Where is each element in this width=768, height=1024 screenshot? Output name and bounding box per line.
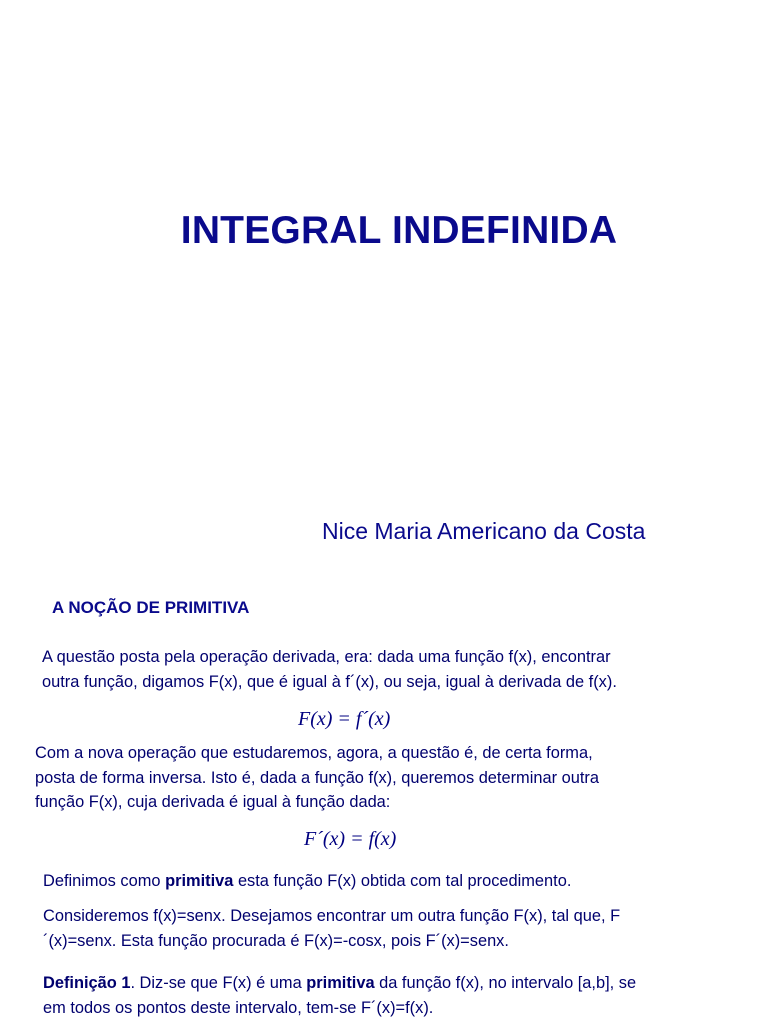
text-span: Definimos como <box>43 872 166 890</box>
text-span: da função f(x), no intervalo [a,b], se <box>374 974 637 992</box>
paragraph-line: ´(x)=senx. Esta função procurada é F(x)=-cosx, pois F´(x)=senx. <box>43 931 509 950</box>
formula-primitive: F´(x) = f(x) <box>304 828 397 850</box>
text-span: . Diz-se que F(x) é uma <box>130 974 307 992</box>
paragraph-line: função F(x), cuja derivada é igual à função dada: <box>35 793 391 811</box>
definition-label: Definição 1 <box>43 974 131 992</box>
paragraph-intro <box>42 645 617 694</box>
paragraph-line <box>43 971 636 996</box>
page-title: INTEGRAL INDEFINIDA <box>180 209 618 252</box>
paragraph-line: posta de forma inversa. Isto é, dada a função f(x), queremos determinar outra <box>35 768 599 787</box>
paragraph-line: em todos os pontos deste intervalo, tem-se F´(x)=f(x). <box>43 998 434 1017</box>
bold-term: primitiva <box>165 872 234 890</box>
author-name: Nice Maria Americano da Costa <box>322 518 646 544</box>
paragraph-line: outra função, digamos F(x), que é igual à f´(x), ou seja, igual à derivada de f(x). <box>42 672 617 691</box>
section-heading: A NOÇÃO DE PRIMITIVA <box>52 598 250 617</box>
text-span: esta função F(x) obtida com tal procedimento. <box>233 872 572 890</box>
bold-term: primitiva <box>306 974 375 992</box>
paragraph-inverse <box>35 741 599 815</box>
paragraph-line: A questão posta pela operação derivada, era: dada uma função f(x), encontrar <box>42 648 611 666</box>
paragraph-example <box>43 904 620 953</box>
paragraph-line: Consideremos f(x)=senx. Desejamos encontrar um outra função F(x), tal que, F <box>43 907 621 925</box>
paragraph-definition-1 <box>43 971 636 1020</box>
formula-derivative: F(x) = f´(x) <box>298 708 391 730</box>
paragraph-definition-primitive <box>43 869 571 894</box>
paragraph-line: Com a nova operação que estudaremos, agora, a questão é, de certa forma, <box>35 744 593 762</box>
